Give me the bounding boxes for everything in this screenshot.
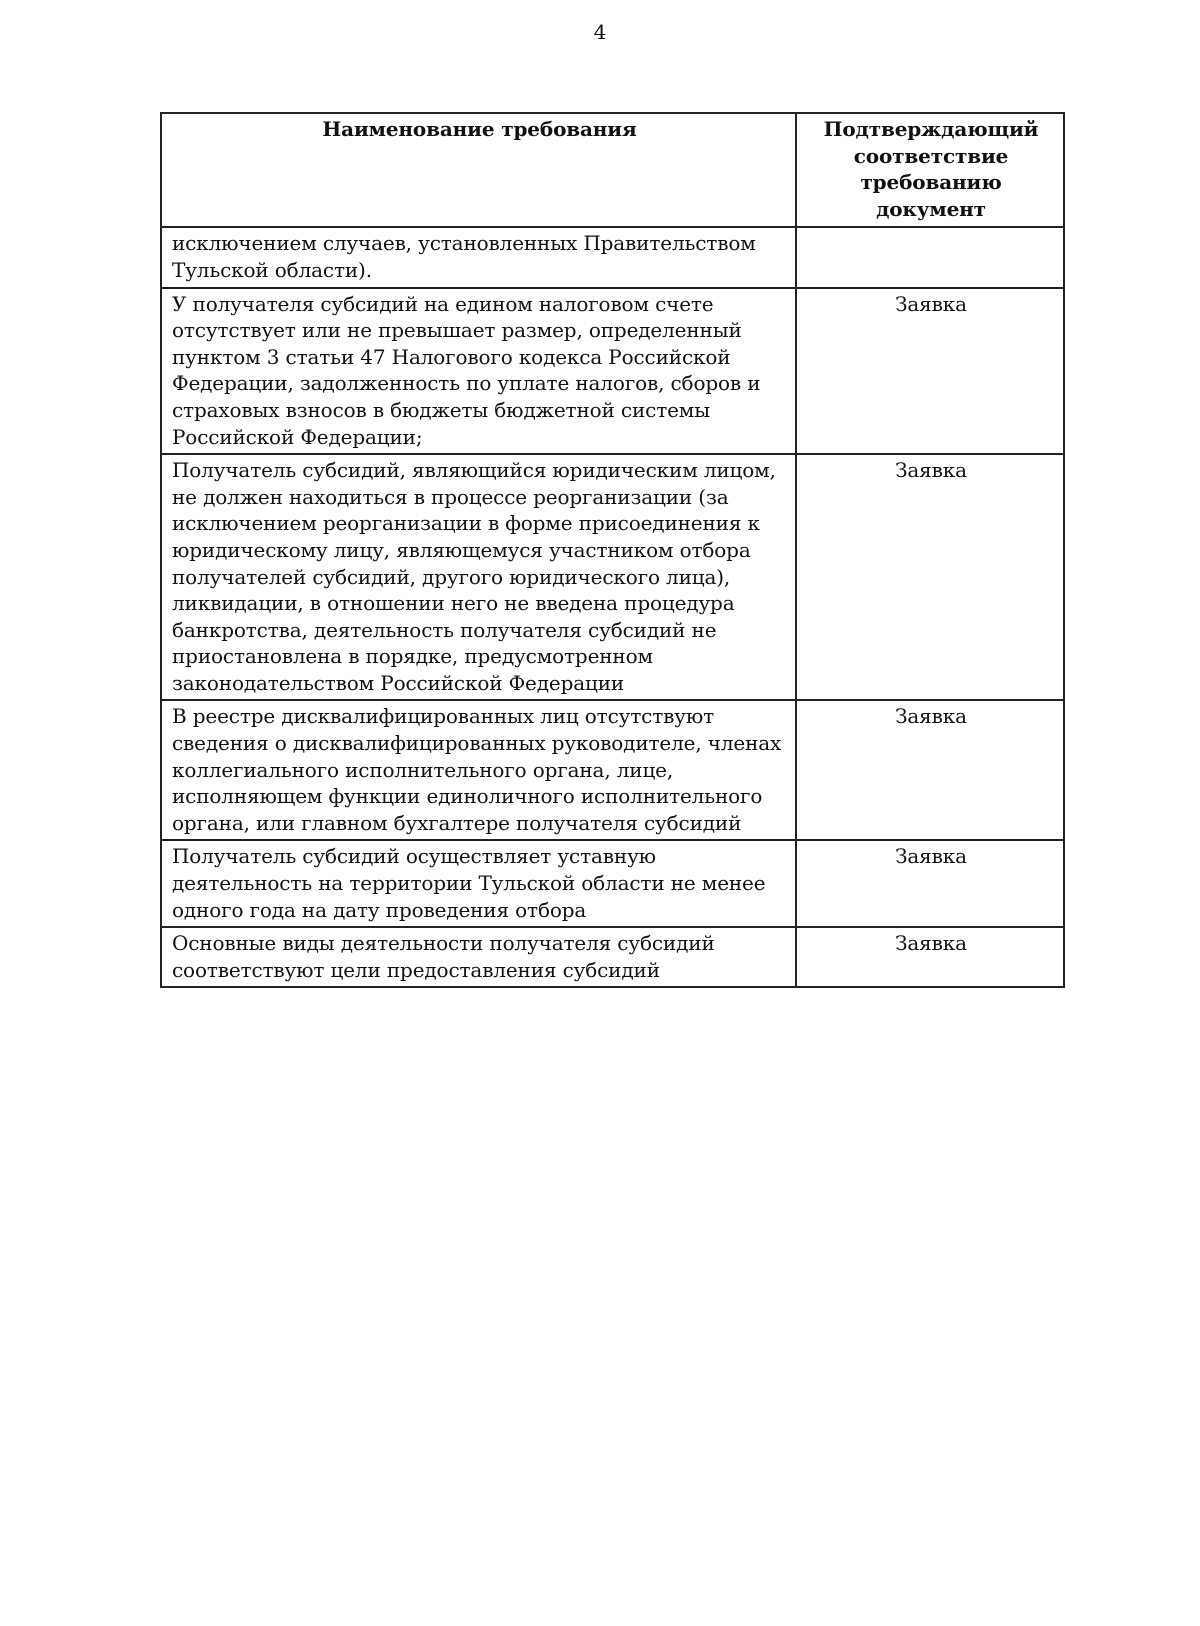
requirement-cell: В реестре дисквалифицированных лиц отсутствуют сведения о дисквалифицированных руководителе, членах коллегиального исполнительного органа, лице, исполняющем функции единоличного исполнительного органа, или главном бухгалтере получателя субсидий [161,700,796,840]
header-requirement-name: Наименование требования [161,113,796,227]
document-cell: Заявка [796,454,1064,700]
requirement-cell: Получатель субсидий осуществляет уставную деятельность на территории Тульской области не менее одного года на дату проведения отбора [161,840,796,927]
table-row [161,227,1064,287]
requirement-cell: Получатель субсидий, являющийся юридическим лицом, не должен находиться в процессе реорганизации (за исключением реорганизации в форме присоединения к юридическому лицу, являющемуся участником отбора получателей субсидий, другого юридического лица), ликвидации, в отношении него не введена процедура банкротства, деятельность получателя субсидий не приостановлена в порядке, предусмотренном законодательством Российской Федерации [161,454,796,700]
requirement-cell: Основные виды деятельности получателя субсидий соответствуют цели предоставления субсидий [161,927,796,987]
document-cell: Заявка [796,288,1064,455]
header-confirming-document: Подтверждающий соответствие требованию документ [796,113,1064,227]
table-row [161,454,1064,700]
table-row [161,927,1064,987]
requirements-table [160,112,1065,988]
requirement-cell: У получателя субсидий на едином налоговом счете отсутствует или не превышает размер, определенный пунктом 3 статьи 47 Налогового кодекса Российской Федерации, задолженность по уплате налогов, сборов и страховых взносов в бюджеты бюджетной системы Российской Федерации; [161,288,796,455]
table-header-row [161,113,1064,227]
document-cell: Заявка [796,927,1064,987]
table-row [161,700,1064,840]
table-row [161,288,1064,455]
table-row [161,840,1064,927]
document-cell: Заявка [796,840,1064,927]
page-number: 4 [593,20,607,44]
document-cell [796,227,1064,287]
document-cell: Заявка [796,700,1064,840]
requirement-cell: исключением случаев, установленных Правительством Тульской области). [161,227,796,287]
